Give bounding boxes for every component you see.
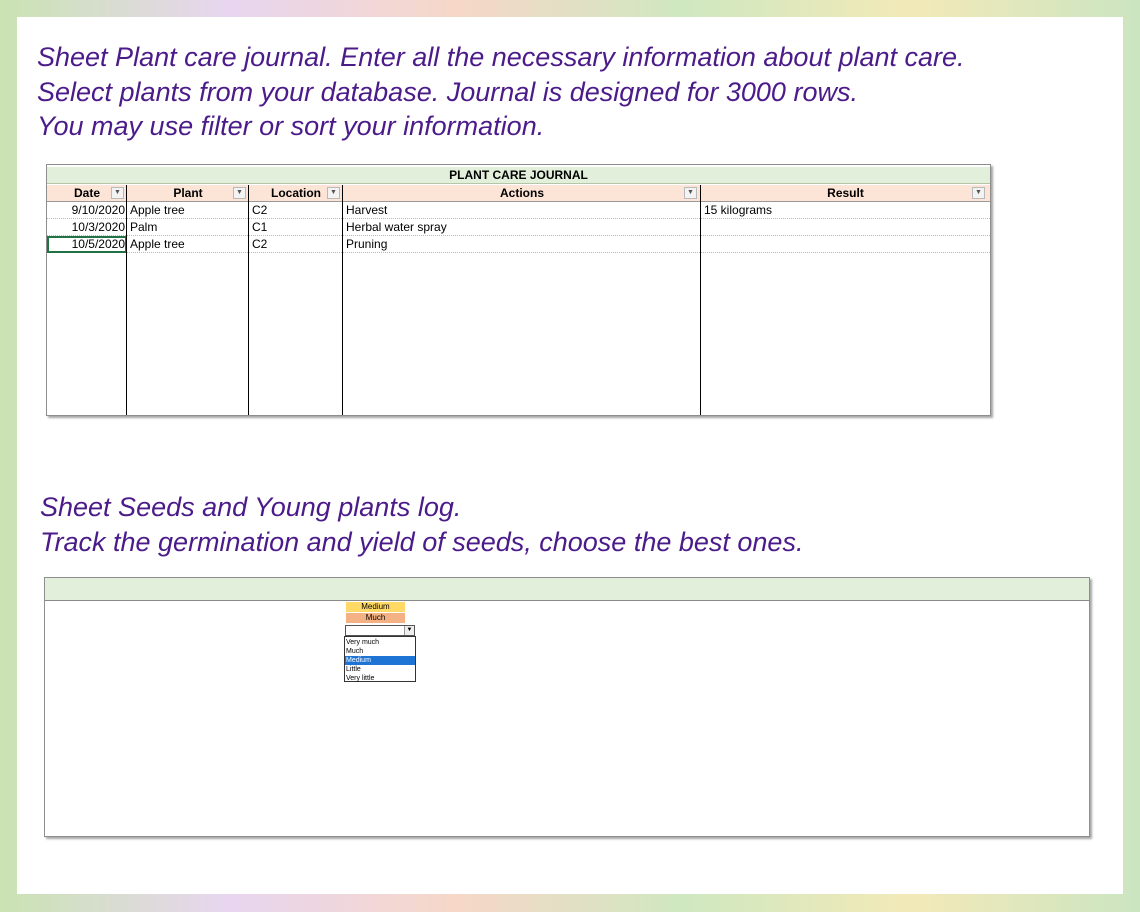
cell-date[interactable]: 9/10/2020 bbox=[71, 203, 125, 217]
table-row[interactable] bbox=[47, 219, 990, 236]
journal-header-row bbox=[47, 185, 990, 202]
cell-actions[interactable]: Pruning bbox=[346, 237, 388, 251]
dropdown-option[interactable]: Little bbox=[346, 666, 361, 673]
cell-location[interactable]: C2 bbox=[252, 203, 268, 217]
plant-care-journal-sheet bbox=[46, 164, 991, 416]
cell-location[interactable]: C2 bbox=[252, 237, 268, 251]
cell-date[interactable]: 10/5/2020 bbox=[71, 237, 125, 251]
sun-needs-dropdown-list[interactable] bbox=[344, 636, 416, 682]
cell-result[interactable]: 15 kilograms bbox=[704, 203, 773, 217]
chevron-down-icon[interactable]: ▼ bbox=[404, 626, 414, 635]
caption-line: Sheet Plant care journal. Enter all the necessary information about plant care. bbox=[37, 42, 965, 72]
seeds-log-sheet bbox=[44, 577, 1090, 837]
header-actions bbox=[343, 185, 701, 202]
table-row[interactable] bbox=[47, 202, 990, 219]
cell-actions[interactable]: Herbal water spray bbox=[346, 220, 447, 234]
cell-location[interactable]: C1 bbox=[252, 220, 268, 234]
header-result bbox=[701, 185, 990, 202]
filter-dropdown-icon[interactable]: ▼ bbox=[233, 187, 246, 199]
sun-needs-active-cell[interactable] bbox=[345, 625, 415, 636]
caption-line: You may use filter or sort your information. bbox=[37, 111, 545, 141]
sun-needs-cell[interactable]: Medium bbox=[346, 602, 405, 612]
column-border bbox=[700, 185, 701, 415]
dropdown-option[interactable]: Very little bbox=[346, 675, 375, 682]
filter-dropdown-icon[interactable]: ▼ bbox=[327, 187, 340, 199]
journal-title: PLANT CARE JOURNAL bbox=[47, 167, 990, 184]
caption-plant-care bbox=[37, 40, 965, 144]
header-label: Date bbox=[73, 186, 100, 200]
dropdown-option[interactable]: Very much bbox=[346, 639, 380, 646]
filter-dropdown-icon[interactable]: ▼ bbox=[111, 187, 124, 199]
cell-plant[interactable]: Palm bbox=[130, 220, 158, 234]
column-border bbox=[248, 185, 249, 415]
column-border bbox=[126, 185, 127, 415]
cell-plant[interactable]: Apple tree bbox=[130, 203, 185, 217]
caption-seeds-log bbox=[40, 490, 803, 559]
header-location bbox=[249, 185, 343, 202]
header-label: Actions bbox=[499, 186, 544, 200]
sun-needs-cell[interactable]: Much bbox=[346, 613, 405, 623]
dropdown-option-selected[interactable]: Medium bbox=[345, 656, 415, 665]
table-row[interactable] bbox=[47, 236, 990, 253]
cell-plant[interactable]: Apple tree bbox=[130, 237, 185, 251]
header-date bbox=[47, 185, 127, 202]
cell-actions[interactable]: Harvest bbox=[346, 203, 388, 217]
header-label: Location bbox=[271, 186, 321, 200]
seeds-header-row bbox=[45, 578, 1089, 601]
caption-line: Select plants from your database. Journal is designed for 3000 rows. bbox=[37, 76, 858, 107]
header-label: Result bbox=[827, 186, 864, 200]
caption-line: Track the germination and yield of seeds, choose the best ones. bbox=[40, 526, 804, 557]
dropdown-option[interactable]: Much bbox=[346, 648, 364, 655]
caption-line: Sheet Seeds and Young plants log. bbox=[40, 492, 462, 522]
cell-date[interactable]: 10/3/2020 bbox=[71, 220, 125, 234]
active-cell-selection bbox=[47, 236, 127, 253]
filter-dropdown-icon[interactable]: ▼ bbox=[972, 187, 985, 199]
column-border bbox=[342, 185, 343, 415]
header-plant bbox=[127, 185, 249, 202]
filter-dropdown-icon[interactable]: ▼ bbox=[684, 187, 697, 199]
header-label: Plant bbox=[173, 186, 203, 200]
